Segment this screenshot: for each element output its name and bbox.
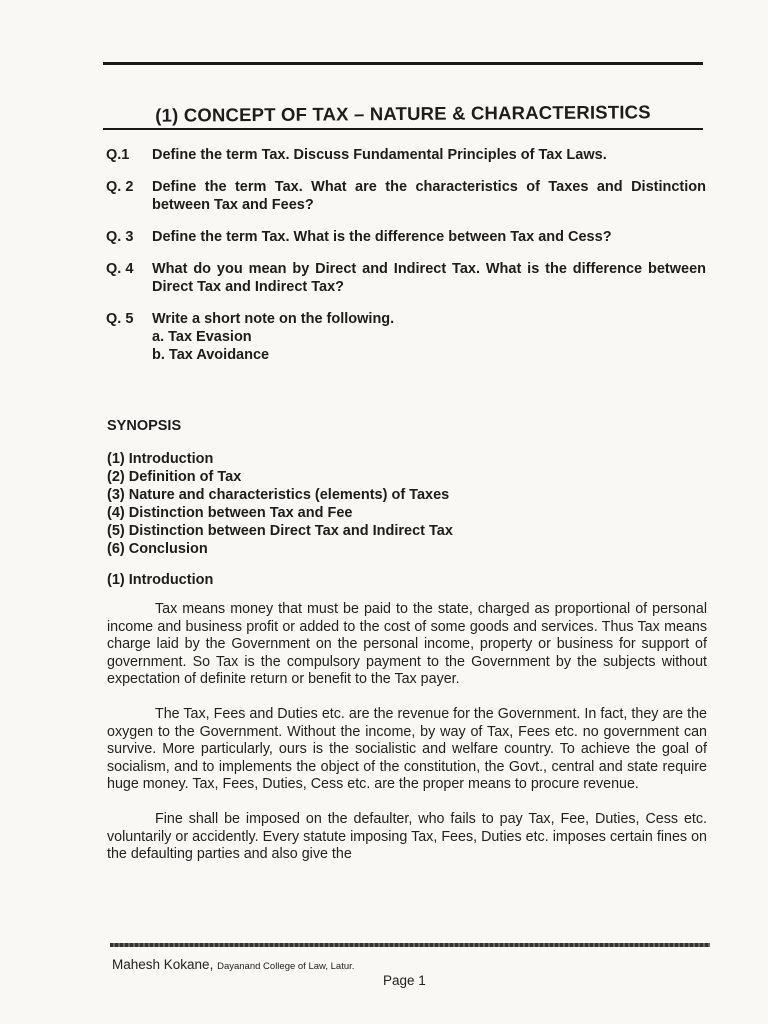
question-2 [106, 178, 706, 214]
question-number: Q. 5 [106, 311, 134, 327]
question-text: Write a short note on the following. [152, 311, 395, 327]
page-title: (1) CONCEPT OF TAX – NATURE & CHARACTERISTICS [155, 101, 651, 126]
question-text: Define the term Tax. Discuss Fundamental Principles of Tax Laws. [152, 147, 607, 163]
question-5-items [152, 328, 706, 364]
top-rule [103, 62, 703, 65]
question-4 [106, 260, 706, 296]
question-5 [106, 310, 706, 328]
question-text: Define the term Tax. What is the difference between Tax and Cess? [152, 229, 612, 245]
list-item: (1) Introduction [107, 451, 214, 467]
introduction-body [107, 601, 707, 881]
question-number: Q. 4 [106, 261, 134, 277]
author-name: Mahesh Kokane, [112, 957, 214, 972]
list-item: (5) Distinction between Direct Tax and Indirect Tax [107, 523, 453, 539]
list-item: (3) Nature and characteristics (elements) of Taxes [107, 487, 450, 503]
paragraph: Tax means money that must be paid to the state, charged as proportional of personal income and business profit or added to the cost of some goods and services. Thus Tax means charge laid by the Government on the personal income, property or business for support of government. So Tax is the compulsory payment to the Government by the subjects without expectation of definite return or benefit to the Tax payer. [107, 601, 707, 688]
question-3 [106, 228, 706, 246]
paragraph: Fine shall be imposed on the defaulter, who fails to pay Tax, Fee, Duties, Cess etc. voluntarily or accidently. Every statute imposing Tax, Fees, Duties etc. imposes certain fines on the defaulting parties and also give the [107, 810, 707, 863]
list-item: (2) Definition of Tax [107, 469, 242, 485]
footer-author [112, 957, 354, 972]
list-item: (6) Conclusion [107, 541, 208, 557]
question-number: Q. 2 [106, 179, 134, 195]
footer-rule [110, 943, 710, 947]
page-number: Page 1 [383, 973, 426, 988]
list-item: a. Tax Evasion [152, 329, 252, 345]
list-item: (4) Distinction between Tax and Fee [107, 505, 353, 521]
title-rule [103, 128, 703, 130]
paragraph: The Tax, Fees and Duties etc. are the revenue for the Government. In fact, they are the oxygen to the Government. Without the income, by way of Tax, Fees etc. no government can survive. More particularly, ours is the socialistic and welfare country. To achieve the goal of socialism, and to implements the object of the constitution, the Govt., central and state require huge money. Tax, Fees, Duties, Cess etc. are the proper means to procure revenue. [107, 705, 707, 793]
question-number: Q. 3 [106, 229, 134, 245]
question-text: Define the term Tax. What are the characteristics of Taxes and Distinction between Tax and Fees? [152, 179, 706, 213]
list-item: b. Tax Avoidance [152, 347, 270, 363]
author-college: Dayanand College of Law, Latur. [217, 961, 355, 972]
question-list [106, 146, 706, 364]
question-number: Q.1 [106, 147, 130, 163]
synopsis-list [107, 450, 453, 558]
question-text: What do you mean by Direct and Indirect Tax. What is the difference between Direct Tax and Indirect Tax? [152, 261, 706, 295]
introduction-heading: (1) Introduction [107, 572, 214, 588]
synopsis-heading: SYNOPSIS [107, 418, 182, 434]
question-1 [106, 146, 706, 164]
